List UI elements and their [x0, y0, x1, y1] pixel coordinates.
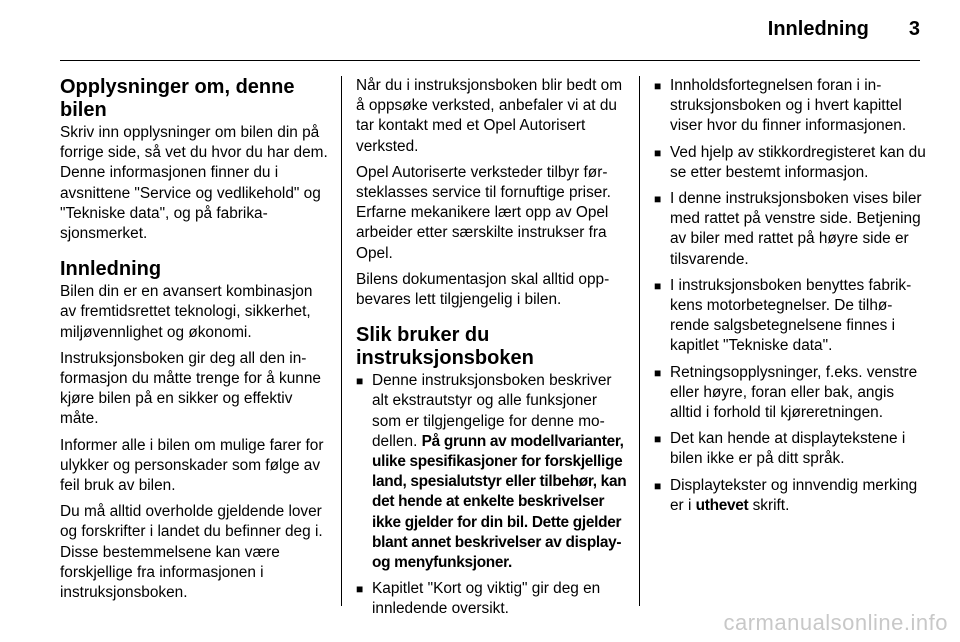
list-item: ■ Innholdsfortegnelsen foran i instruksjonsboken og i hvert kapittel viser hvor du finner informasjonen. — [654, 76, 926, 137]
paragraph: Bilen din er en avansert kombinasjon av fremtidsrettet teknologi, sikkerhet, miljøvennlighet og økonomi. — [60, 283, 313, 341]
column-1 — [60, 76, 330, 609]
bold-word: uthevet — [695, 496, 749, 514]
paragraph: Opel Autoriserte verksteder tilbyr førsteklasses service til fornuftige priser. Erfarne mekanikere lært opp av Opel arbeider etter særskilte instrukser fra Opel. — [356, 163, 611, 262]
watermark: carmanualsonline.info — [723, 610, 948, 635]
paragraph: Informer alle i bilen om mulige farer for ulykker og personskader som følge av feil bruk av bilen. — [60, 436, 324, 495]
list-item: ■ Retningsopplysninger, f.eks. venstre eller høyre, foran eller bak, angis alltid i forhold til kjøreretningen. — [654, 363, 926, 424]
list-item: ■ I instruksjonsboken benyttes fabrikkens motorbetegnelser. De tilhørende salgsbetegnelsene finnes i kapitlet "Tekniske data". — [654, 276, 926, 357]
bullet-bold-text: På grunn av modellvarianter, ulike spesifikasjoner for forskjellige land, spesialutstyr eller tilbehør, kan det hende at enkelte beskrivelser ikke gjelder for din bil. Dette gjelder blant annet beskrivelser av display- og menyfunksjoner. — [372, 432, 627, 572]
list-item — [356, 371, 628, 573]
page-header — [768, 18, 920, 41]
bullet-list — [654, 76, 926, 516]
heading-how-to-use: Slik bruker du instruksjonsboken — [356, 324, 534, 370]
bullet-text: Denne instruksjonsboken beskriver alt ekstrautstyr og alle funksjoner som er tilgjengelige for denne modellen. — [372, 372, 612, 450]
paragraph: Instruksjonsboken gir deg all den informasjon du måtte trenge for å kunne kjøre bilen på en sikker og effektiv måte. — [60, 349, 321, 428]
bullet-list — [356, 371, 628, 619]
paragraph: Du må alltid overholde gjeldende lover og forskrifter i landet du befinner deg i. Disse bestemmelsene kan være forskjellige fra informasjonen i instruksjonsboken. — [60, 503, 323, 602]
bullet-text: Displaytekster og innvendig merking er i — [670, 476, 918, 514]
bullet-text: skrift. — [752, 496, 790, 514]
column-divider — [341, 76, 342, 606]
paragraph: Bilens dokumentasjon skal alltid oppbevares lett tilgjengelig i bilen. — [356, 270, 610, 309]
column-3 — [654, 76, 926, 522]
header-rule — [60, 60, 920, 61]
list-item: ■ Ved hjelp av stikkordregisteret kan du se etter bestemt informasjon. — [654, 143, 926, 183]
page-number: 3 — [908, 18, 920, 40]
paragraph: Skriv inn opplysninger om bilen din på forrige side, så vet du hvor du har dem. Denne informasjonen finner du i avsnittene "Service og vedlikehold" og "Tekniske data", og på fabrikasjonsmerket. — [60, 124, 328, 243]
heading-introduction: Innledning — [60, 258, 162, 281]
list-item: ■ Kapitlet "Kort og viktig" gir deg en innledende oversikt. — [356, 579, 628, 619]
column-divider — [639, 76, 640, 606]
list-item: ■ I denne instruksjonsboken vises biler med rattet på venstre side. Betjening av biler med rattet på høyre side er tilsvarende. — [654, 189, 926, 270]
list-item: ■ Det kan hende at displaytekstene i bilen ikke er på ditt språk. — [654, 429, 926, 469]
paragraph: Når du i instruksjonsboken blir bedt om å oppsøke verksted, anbefaler vi at du tar kontakt med et Opel Autorisert verksted. — [356, 77, 623, 155]
heading-vehicle-info: Opplysninger om, denne bilen — [60, 76, 295, 121]
column-2 — [356, 76, 628, 626]
section-title: Innledning — [767, 18, 869, 40]
list-item — [654, 476, 926, 516]
